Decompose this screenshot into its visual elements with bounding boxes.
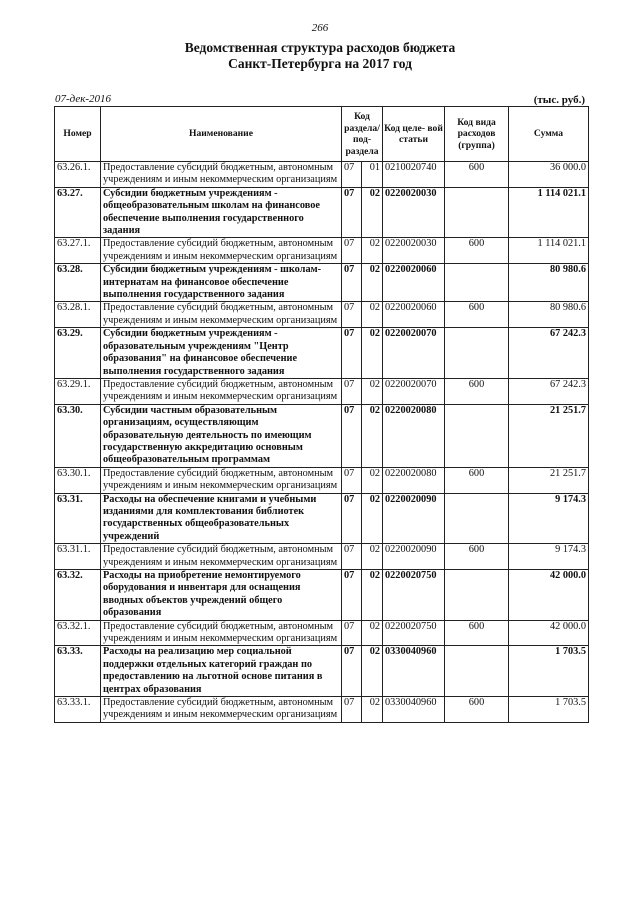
row-section-code: 07 — [342, 378, 362, 404]
table-row — [55, 264, 589, 302]
row-name: Предоставление субсидий бюджетным, автономным учреждениям и иным некоммерческим организациям — [101, 467, 342, 493]
row-expense-group — [445, 493, 509, 544]
title-line-2: Санкт-Петербурга на 2017 год — [228, 56, 412, 71]
row-article-code: 0220020080 — [383, 467, 445, 493]
row-subsection-code: 02 — [362, 302, 383, 328]
table-row — [55, 302, 589, 328]
header-name: Наименование — [101, 107, 342, 162]
row-sum: 42 000.0 — [509, 570, 589, 621]
table-row — [55, 697, 589, 723]
row-article-code: 0220020030 — [383, 238, 445, 264]
row-number: 63.28. — [55, 264, 101, 302]
row-article-code: 0220020750 — [383, 570, 445, 621]
table-header-row — [55, 107, 589, 162]
row-section-code: 07 — [342, 493, 362, 544]
row-section-code: 07 — [342, 264, 362, 302]
document-title — [0, 40, 640, 72]
row-subsection-code: 02 — [362, 544, 383, 570]
row-name: Предоставление субсидий бюджетным, автономным учреждениям и иным некоммерческим организациям — [101, 697, 342, 723]
table-row — [55, 620, 589, 646]
row-subsection-code: 02 — [362, 467, 383, 493]
row-article-code: 0220020070 — [383, 378, 445, 404]
row-expense-group: 600 — [445, 697, 509, 723]
row-expense-group: 600 — [445, 467, 509, 493]
row-number: 63.28.1. — [55, 302, 101, 328]
row-number: 63.32.1. — [55, 620, 101, 646]
row-expense-group — [445, 187, 509, 238]
row-name: Расходы на реализацию мер социальной поддержки отдельных категорий граждан по предоставлению на льготной основе питания в центрах образования — [101, 646, 342, 697]
row-expense-group — [445, 646, 509, 697]
row-number: 63.31. — [55, 493, 101, 544]
row-subsection-code: 02 — [362, 646, 383, 697]
table-row — [55, 328, 589, 379]
table-row — [55, 238, 589, 264]
row-expense-group — [445, 404, 509, 467]
row-number: 63.26.1. — [55, 162, 101, 188]
table-row — [55, 404, 589, 467]
row-number: 63.30. — [55, 404, 101, 467]
row-expense-group: 600 — [445, 302, 509, 328]
row-name: Предоставление субсидий бюджетным, автономным учреждениям и иным некоммерческим организациям — [101, 162, 342, 188]
units-label: (тыс. руб.) — [533, 94, 585, 106]
row-subsection-code: 02 — [362, 404, 383, 467]
row-section-code: 07 — [342, 404, 362, 467]
row-name: Расходы на приобретение немонтируемого оборудования и инвентаря для оснащения вводных объектов учреждений общего образования — [101, 570, 342, 621]
row-expense-group: 600 — [445, 238, 509, 264]
table-row — [55, 493, 589, 544]
row-subsection-code: 02 — [362, 697, 383, 723]
row-number: 63.27.1. — [55, 238, 101, 264]
table-row — [55, 187, 589, 238]
table-row — [55, 570, 589, 621]
row-sum: 42 000.0 — [509, 620, 589, 646]
row-sum: 36 000.0 — [509, 162, 589, 188]
header-section-code: Код раздела/ под- раздела — [342, 107, 383, 162]
row-sum: 80 980.6 — [509, 264, 589, 302]
row-name: Субсидии бюджетным учреждениям - общеобразовательным школам на финансовое обеспечение выполнения государственного задания — [101, 187, 342, 238]
row-sum: 21 251.7 — [509, 404, 589, 467]
header-number: Номер — [55, 107, 101, 162]
row-number: 63.32. — [55, 570, 101, 621]
row-article-code: 0220020060 — [383, 302, 445, 328]
row-article-code: 0220020080 — [383, 404, 445, 467]
row-sum: 21 251.7 — [509, 467, 589, 493]
row-section-code: 07 — [342, 302, 362, 328]
row-expense-group: 600 — [445, 620, 509, 646]
row-subsection-code: 02 — [362, 238, 383, 264]
budget-table — [54, 106, 589, 723]
row-article-code: 0330040960 — [383, 646, 445, 697]
table-row — [55, 162, 589, 188]
row-sum: 1 703.5 — [509, 697, 589, 723]
row-section-code: 07 — [342, 570, 362, 621]
table-row — [55, 544, 589, 570]
title-line-1: Ведомственная структура расходов бюджета — [184, 40, 456, 55]
row-number: 63.29. — [55, 328, 101, 379]
document-date: 07-дек-2016 — [55, 93, 112, 105]
row-number: 63.33.1. — [55, 697, 101, 723]
row-expense-group: 600 — [445, 378, 509, 404]
row-article-code: 0220020750 — [383, 620, 445, 646]
row-section-code: 07 — [342, 187, 362, 238]
row-sum: 67 242.3 — [509, 378, 589, 404]
table-row — [55, 467, 589, 493]
row-expense-group: 600 — [445, 162, 509, 188]
row-sum: 9 174.3 — [509, 493, 589, 544]
row-expense-group — [445, 264, 509, 302]
table-row — [55, 646, 589, 697]
row-section-code: 07 — [342, 238, 362, 264]
row-number: 63.27. — [55, 187, 101, 238]
row-sum: 67 242.3 — [509, 328, 589, 379]
row-section-code: 07 — [342, 162, 362, 188]
row-section-code: 07 — [342, 620, 362, 646]
row-name: Предоставление субсидий бюджетным, автономным учреждениям и иным некоммерческим организациям — [101, 544, 342, 570]
row-subsection-code: 02 — [362, 187, 383, 238]
row-sum: 1 114 021.1 — [509, 238, 589, 264]
row-name: Субсидии бюджетным учреждениям - школам-интернатам на финансовое обеспечение выполнения государственного задания — [101, 264, 342, 302]
row-name: Предоставление субсидий бюджетным, автономным учреждениям и иным некоммерческим организациям — [101, 238, 342, 264]
row-subsection-code: 02 — [362, 264, 383, 302]
row-article-code: 0220020090 — [383, 544, 445, 570]
row-sum: 1 703.5 — [509, 646, 589, 697]
row-number: 63.29.1. — [55, 378, 101, 404]
header-sum: Сумма — [509, 107, 589, 162]
header-article-code: Код целе- вой статьи — [383, 107, 445, 162]
row-subsection-code: 01 — [362, 162, 383, 188]
row-subsection-code: 02 — [362, 378, 383, 404]
header-expense-type: Код вида расходов (группа) — [445, 107, 509, 162]
row-sum: 9 174.3 — [509, 544, 589, 570]
row-name: Субсидии частным образовательным организациям, осуществляющим образовательную деятельность по имеющим государственную аккредитацию основным общеобразовательным программам — [101, 404, 342, 467]
row-section-code: 07 — [342, 544, 362, 570]
row-name: Предоставление субсидий бюджетным, автономным учреждениям и иным некоммерческим организациям — [101, 302, 342, 328]
row-article-code: 0220020070 — [383, 328, 445, 379]
row-section-code: 07 — [342, 467, 362, 493]
row-article-code: 0220020090 — [383, 493, 445, 544]
row-subsection-code: 02 — [362, 620, 383, 646]
row-name: Расходы на обеспечение книгами и учебными изданиями для комплектования библиотек государственных общеобразовательных учреждений — [101, 493, 342, 544]
row-name: Субсидии бюджетным учреждениям - образовательным учреждениям "Центр образования" на финансовое обеспечение выполнения государственного задания — [101, 328, 342, 379]
row-section-code: 07 — [342, 646, 362, 697]
row-expense-group — [445, 328, 509, 379]
row-expense-group — [445, 570, 509, 621]
row-sum: 1 114 021.1 — [509, 187, 589, 238]
row-subsection-code: 02 — [362, 493, 383, 544]
table-body — [55, 162, 589, 723]
row-article-code: 0220020030 — [383, 187, 445, 238]
row-number: 63.30.1. — [55, 467, 101, 493]
page-number: 266 — [311, 22, 329, 34]
row-sum: 80 980.6 — [509, 302, 589, 328]
row-article-code: 0330040960 — [383, 697, 445, 723]
row-number: 63.33. — [55, 646, 101, 697]
row-article-code: 0210020740 — [383, 162, 445, 188]
row-section-code: 07 — [342, 328, 362, 379]
row-subsection-code: 02 — [362, 570, 383, 621]
row-section-code: 07 — [342, 697, 362, 723]
row-name: Предоставление субсидий бюджетным, автономным учреждениям и иным некоммерческим организациям — [101, 378, 342, 404]
row-number: 63.31.1. — [55, 544, 101, 570]
table-row — [55, 378, 589, 404]
row-expense-group: 600 — [445, 544, 509, 570]
row-article-code: 0220020060 — [383, 264, 445, 302]
row-name: Предоставление субсидий бюджетным, автономным учреждениям и иным некоммерческим организациям — [101, 620, 342, 646]
row-subsection-code: 02 — [362, 328, 383, 379]
